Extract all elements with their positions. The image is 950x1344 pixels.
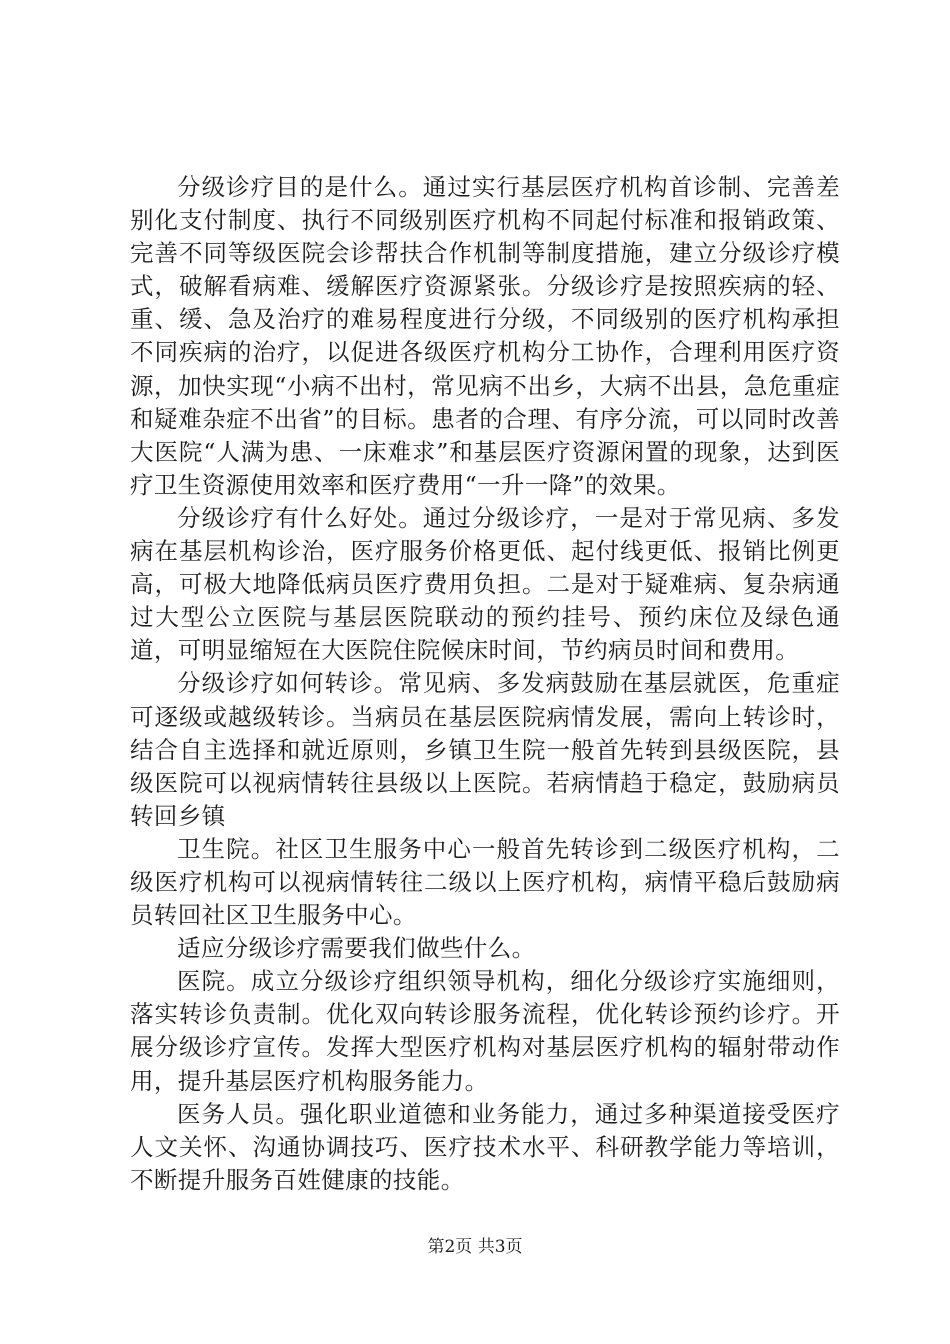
- page-number-footer: 第2页 共3页: [427, 1237, 523, 1257]
- paragraph-purpose: 分级诊疗目的是什么。通过实行基层医疗机构首诊制、完善差别化支付制度、执行不同级别医疗机构不同起付标准和报销政策、完善不同等级医院会诊帮扶合作机制等制度措施，建立分级诊疗模式，破解看病难、缓解医疗资源紧张。分级诊疗是按照疾病的轻、重、缓、急及治疗的难易程度进行分级，不同级别的医疗机构承担不同疾病的治疗，以促进各级医疗机构分工协作，合理利用医疗资源，加快实现“小病不出村，常见病不出乡，大病不出县，急危重症和疑难杂症不出省”的目标。患者的合理、有序分流，可以同时改善大医院“人满为患、一床难求”和基层医疗资源闲置的现象，达到医疗卫生资源使用效率和医疗费用“一升一降”的效果。: [130, 173, 840, 499]
- paragraph-hospitals: 医院。成立分级诊疗组织领导机构，细化分级诊疗实施细则，落实转诊负责制。优化双向转诊服务流程，优化转诊预约诊疗。开展分级诊疗宣传。发挥大型医疗机构对基层医疗机构的辐射带动作用，提升基层医疗机构服务能力。: [130, 967, 840, 1095]
- paragraph-medical-staff: 医务人员。强化职业道德和业务能力，通过多种渠道接受医疗人文关怀、沟通协调技巧、医疗技术水平、科研教学能力等培训，不断提升服务百姓健康的技能。: [130, 1099, 840, 1194]
- document-body: [130, 171, 840, 1197]
- paragraph-referral: 分级诊疗如何转诊。常见病、多发病鼓励在基层就医，危重症可逐级或越级转诊。当病员在基层医院病情发展，需向上转诊时，结合自主选择和就近原则，乡镇卫生院一般首先转到县级医院，县级医院可以视病情转往县级以上医院。若病情趋于稳定，鼓励病员转回乡镇: [130, 669, 840, 830]
- paragraph-community-referral: 卫生院。社区卫生服务中心一般首先转诊到二级医疗机构，二级医疗机构可以视病情转往二级以上医疗机构，病情平稳后鼓励病员转回社区卫生服务中心。: [130, 834, 840, 930]
- paragraph-adaptation-heading: 适应分级诊疗需要我们做些什么。: [177, 934, 536, 963]
- paragraph-benefits: 分级诊疗有什么好处。通过分级诊疗，一是对于常见病、多发病在基层机构诊治，医疗服务价格更低、起付线更低、报销比例更高，可极大地降低病员医疗费用负担。二是对于疑难病、复杂病通过大型公立医院与基层医院联动的预约挂号、预约床位及绿色通道，可明显缩短在大医院住院候床时间，节约病员时间和费用。: [130, 503, 840, 665]
